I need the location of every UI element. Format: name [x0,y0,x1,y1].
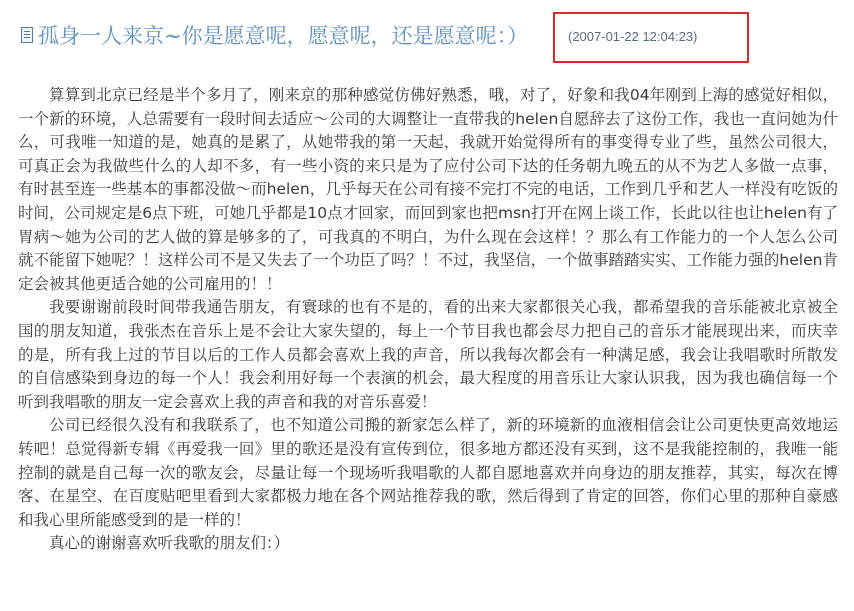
post-paragraph-2: 我要谢谢前段时间带我通告朋友，有寰球的也有不是的，看的出来大家都很关心我，都希望我的音乐能被北京被全国的朋友知道，我张杰在音乐上是不会让大家失望的，每上一个节目我也都会尽力把自己的音乐才能展现出来，而庆幸的是，所有我上过的节目以后的工作人员都会喜欢上我的声音，所以我每次都会有一种满足感，我会让我唱歌时所散发的自信感染到身边的每一个人！我会利用好每一个表演的机会，最大程度的用音乐让大家认识我，因为我也确信每一个听到我唱歌的朋友一定会喜欢上我的声音和我的对音乐喜爱！ [18,298,838,411]
post-title[interactable]: 孤身一人来京~你是愿意呢，愿意呢，还是愿意呢：） [38,24,529,48]
document-icon [21,27,33,43]
post-paragraph-1: 算算到北京已经是半个多月了，刚来京的那种感觉仿佛好熟悉，哦，对了，好象和我04年刚到上海的感觉好相似，一个新的环境，人总需要有一段时间去适应～公司的大调整让一直带我的helen自愿辞去了这份工作，我也一直问她为什么，可我唯一知道的是，她真的是累了，从她带我的第一天起，我就开始觉得所有的事变得专业了些，虽然公司很大，可真正会为我做些什么的人却不多，有一些小资的来只是为了应付公司下达的任务朝九晚五的从不为艺人多做一点事，有时甚至连一些基本的事都没做～而helen，几乎每天在公司有接不完打不完的电话，工作到几乎和艺人一样没有吃饭的时间，公司规定是6点下班，可她几乎都是10点才回家，而回到家也把msn打开在网上谈工作，长此以往也让helen有了胃病～她为公司的艺人做的算是够多的了，可我真的不明白，为什么现在会这样！？那么有工作能力的一个人怎么公司就不能留下她呢？！这样公司不是又失去了一个功臣了吗？！不过，我坚信，一个做事踏踏实实、工作能力强的helen肯定会被其他更适合她的公司雇用的！！ [18,86,838,293]
post-body [18,84,838,556]
post-header [0,0,854,72]
post-paragraph-3: 公司已经很久没有和我联系了，也不知道公司搬的新家怎么样了，新的环境新的血液相信会让公司更快更高效地运转吧！总觉得新专辑《再爱我一回》里的歌还是没有宣传到位，很多地方都还没有买到，这不是我能控制的，我唯一能控制的就是自己每一次的歌友会，尽量让每一个现场听我唱歌的人都自愿地喜欢并向身边的朋友推荐，其实，每次在博客、在星空、在百度贴吧里看到大家都极力地在各个网站推荐我的歌，然后得到了肯定的回答，你们心里的那种自豪感和我心里所能感受到的是一样的！ [18,416,838,529]
post-timestamp: (2007-01-22 12:04:23) [568,29,698,44]
post-paragraph-4: 真心的谢谢喜欢听我歌的朋友们：） [49,534,290,553]
